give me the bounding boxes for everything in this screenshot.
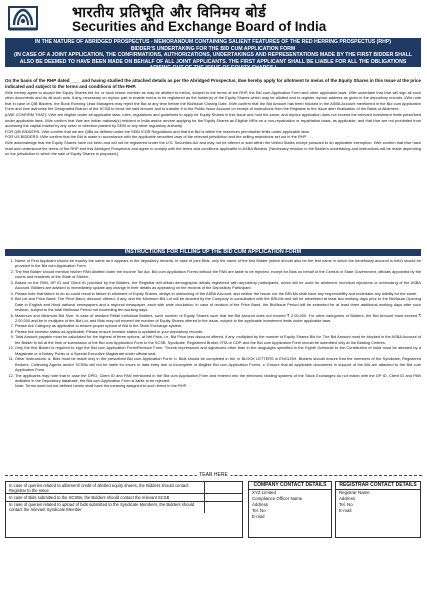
instruction-item: 1. Name of First Applicant should be exactly the same as it appears in the depository records. In case of joint Bids, only the name of the first Bidder (which should also be the first name in which the beneficiary account is held) should be provided in the Bid cum Application Form. bbox=[15, 258, 421, 269]
undertaking-paragraph: I/We acknowledge that the Equity Shares have not been and will not be registered under the U.S. Securities Act and may not be offered or sold within the United States except pursuant to an applicable exemption. I/We confirm that I/we have read and understood the terms of the RHP and this Abridged Prospectus and agree to comply with the terms and conditions applicable to ASBA Bidders. [Necessary revision in the Bidder's undertaking and instructions will be made depending on the jurisdiction in which the sale of Equity Shares is proposed.] bbox=[5, 139, 421, 157]
company-tel: Tel. No bbox=[252, 508, 266, 513]
grievance-text: In case of Bids submitted to the SCSBs, the Bidders should contact the relevant SCSB bbox=[9, 494, 170, 500]
registrar-contact-box bbox=[335, 481, 421, 538]
company-name: XYZ Limited bbox=[252, 490, 276, 495]
instruction-item: 11. Other instructions: a. Bids must be made only in the prescribed Bid cum Application Form. b. Bids should be completed in full, in BLOCK LETTERS in ENGLISH. Bidders should ensure that the members of the Syndicate, Registered Brokers, Collecting Agents and/or SCSBs will not be liable for errors in data entry due to incomplete or illegible Bid cum Application Forms. c. Ensure that all applicable documents in support of the Bid are attached to the Bid cum Application Form. bbox=[15, 356, 421, 372]
registrar-email: E-mail bbox=[339, 508, 352, 513]
banner-line-3: (IN CASE OF A JOINT APPLICATION, THE CONFIRMATIONS, AUTHORIZATIONS, UNDERTAKINGS AND REPRESENTATIONS MADE BY THE FIRST BIDDER SHALL ALSO BE DEEMED TO HAVE BEEN MADE ON BEHALF OF ALL JOINT APPLICANTS. THE FIRST APPLICANT SHALL BE LIABLE FOR ALL THE OBLIGATIONS ARISING OUT OF THE ISSUE OF EQUITY SHARES.) bbox=[13, 52, 413, 72]
company-contact-box bbox=[248, 481, 332, 538]
sebi-header bbox=[0, 0, 427, 36]
tear-here-label: TEAR HERE bbox=[196, 472, 231, 478]
undertaking-lead: On the basis of the RHP dated ____ and having studied the attached details as per the Abridged Prospectus, I/we hereby apply for allotment to me/us of the Equity Shares in this Issue at the price indicated and subject to the terms and conditions of the RHP. bbox=[5, 78, 421, 89]
instruction-item: 7. Please tick Category as applicable to ensure proper upload of Bid in the Stock Exchange system. bbox=[15, 323, 421, 328]
company-email: E-mail bbox=[252, 514, 265, 519]
bidder-undertaking bbox=[5, 78, 421, 157]
instruction-item: 8. Please tick Investor status as applicable. Please ensure investor status is updated in your depository records. bbox=[15, 329, 421, 334]
grievance-blank-cell bbox=[204, 502, 242, 513]
banner-line-2: BIDDER'S UNDERTAKING FOR THE BID CUM APPLICATION FORM bbox=[130, 45, 296, 52]
undertaking-paragraph: FOR US BIDDERS: I/We confirm that the Bid is made in accordance with the applicable securities laws of the relevant jurisdiction and the selling restrictions set out in the RHP. bbox=[5, 134, 307, 140]
instruction-item: 12. The applicants may note that in case the DPID, Client ID and PAN mentioned in the Bid cum Application Form and entered into the electronic bidding systems of the Stock Exchanges do not match with the DP ID, Client ID and PAN available in the Depository database, the Bid cum Application Form is liable to be rejected. bbox=[15, 373, 421, 384]
grievance-row bbox=[6, 494, 242, 501]
undertaking-paragraph: FOR QIB BIDDERS: I/We confirm that we are QIBs as defined under the SEBI ICDR Regulations and that the Bid is within the maximum permissible limits under applicable laws. bbox=[5, 128, 311, 134]
grievance-text: In case of queries related to allotment/ credit of allotted equity shares, the Bidders should contact Registrar to the Issue bbox=[9, 482, 189, 493]
registrar-name: Registrar Name bbox=[339, 490, 370, 495]
banner-line-1: IN THE NATURE OF ABRIDGED PROSPECTUS - MEMORANDUM CONTAINING SALIENT FEATURES OF THE RED HERRING PROSPECTUS (RHP) bbox=[34, 39, 392, 45]
grievance-blank-cell bbox=[204, 494, 242, 500]
grievance-text: In case of queries related to upload of bids submitted to the Syndicate Members, the Bidders should contact the relevant Syndicate Member bbox=[9, 502, 195, 513]
compliance-officer: Compliance Officer Name bbox=[252, 496, 303, 501]
undertaking-paragraph: I/We hereby agree to accept the Equity Shares bid for, or such lesser number as may be allotted to me/us, subject to the terms of the RHP, the Bid cum Application Form and other applicable laws. I/We undertake that I/we will sign all such other documents and do all such acts, if any, necessary on my/our part to enable me/us to be registered as the holder(s) of the Equity Shares which may be allotted and to register my/our address as given in the depository records. I/We note that in case of QIB Bidders, the Book Running Lead Managers may reject the Bid at any time before the Bid/Issue Closing Date. I/We confirm that the Bid Amount has been blocked in the ASBA Account mentioned in the Bid cum Application Form and I/we authorise the Designated Branch of the SCSB to block the said amount and to transfer it to the Public Issue Account on receipt of instructions from the Registrar to the Issue after finalisation of the Basis of Allotment. bbox=[5, 89, 421, 112]
grievance-row bbox=[6, 482, 242, 494]
instruction-item: 10. Only the first Bidder is required to sign the Bid cum Application Form/Revision Form. Thumb impressions and signatures other than in the languages specified in the Eighth Schedule to the Constitution of India must be attested by a Magistrate or a Notary Public or a Special Executive Magistrate under official seal. bbox=[15, 345, 421, 356]
grievance-blank-cell bbox=[204, 482, 242, 493]
org-name-hindi: भारतीय प्रतिभूति और विनिमय बोर्ड bbox=[72, 5, 267, 21]
instructions-list bbox=[5, 258, 421, 389]
tear-here-divider bbox=[0, 472, 427, 478]
instruction-item: 4. Please note that failure to do so could result in failure in allotment of Equity Shares, delays in unblocking of the ASBA Account, and neither the Issuer nor the BRLMs shall have any responsibility and undertake any liability for the same. bbox=[15, 291, 421, 296]
instructions-note: Note: Terms used but not defined herein shall have the meaning assigned to such terms in the RHP. bbox=[15, 383, 187, 389]
org-name-english: Securities and Exchange Board of India bbox=[72, 19, 327, 34]
instruction-item: 9. Total Amount payable must be calculated for the highest of three options, at Net Price, i.e. Bid Price less discount offered, if any, multiplied by the number of Equity Shares Bid for. The Bid Amount must be blocked in the ASBA Account of the Bidder in full at the time of submission of the Bid cum Application Form to the SCSB, Syndicate, Registered Broker, RTA or CDP, and the Bid cum Application Form should be submitted only at the Bidding Centres. bbox=[15, 334, 421, 345]
instructions-title: INSTRUCTIONS FOR FILLING UP THE BID CUM APPLICATION FORM bbox=[5, 249, 421, 256]
registrar-contact-title: REGISTRAR CONTACT DETAILS bbox=[336, 482, 420, 490]
instruction-item: 3. Based on the PAN, DP ID and Client ID provided by the Bidders, the Registrar will obtain demographic details registered with depository participants, which will be used for allotment, technical rejections or unblocking of the ASBA Account. Bidders are advised to immediately update any change in their details as appearing on the records of the Depository Participant. bbox=[15, 280, 421, 291]
sebi-logo-icon bbox=[6, 2, 40, 34]
grievance-row bbox=[6, 502, 242, 513]
registrar-address: Address bbox=[339, 496, 356, 501]
instruction-item: 5. Bid Lot and Price Band: The Price Band, discount offered, if any, and the Minimum Bid Lot will be decided by the Company in consultation with the BRLMs and will be advertised at least two working days prior to the Bid/Issue Opening Date in English and Hindi national newspapers and a regional newspaper, each with wide circulation. In case of revision of the Price Band, the Bid/Issue Period will be extended for at least three additional working days after such revision, subject to the total Bid/Issue Period not exceeding ten working days. bbox=[15, 296, 421, 312]
registrar-tel: Tel. No bbox=[339, 502, 353, 507]
prospectus-banner bbox=[5, 38, 421, 72]
undertaking-paragraph: (I/WE CONFIRM THAT): I/We are eligible under all applicable laws, rules, regulations and guidelines to apply for Equity Shares in this Issue and hold the same, and my/our application does not exceed the relevant investment limits prescribed under applicable laws. I/We confirm that I/we are Indian national(s) resident in India and/or am/are applying for the Equity Shares as Eligible NRIs on a non-repatriation or repatriation basis, as applicable, and that I/we are not prohibited from accessing the capital market by any order or direction passed by SEBI or any other regulatory authority. bbox=[5, 111, 421, 129]
grievance-table bbox=[5, 481, 243, 538]
company-contact-title: COMPANY CONTACT DETAILS bbox=[249, 482, 331, 490]
company-address: Address bbox=[252, 502, 269, 507]
instruction-item: 6. Maximum and Minimum Bid Size: In case of resident Retail Individual Bidders, such number of Equity Shares such that the Bid Amount does not exceed ₹ 2,00,000. For other categories of Bidders, the Bid Amount must exceed ₹ 2,00,000 and be in multiples of the Bid Lot, and Bids may not exceed the number of Equity Shares offered in the Issue, subject to the applicable investment limits under applicable laws. bbox=[15, 313, 421, 324]
instruction-item: 2. The first Bidder should mention his/her PAN allotted under the Income Tax Act. Bid cum Application Forms without the PAN are liable to be rejected, except for Bids on behalf of the Central or State Government, officials appointed by the courts and residents of the State of Sikkim. bbox=[15, 269, 421, 280]
